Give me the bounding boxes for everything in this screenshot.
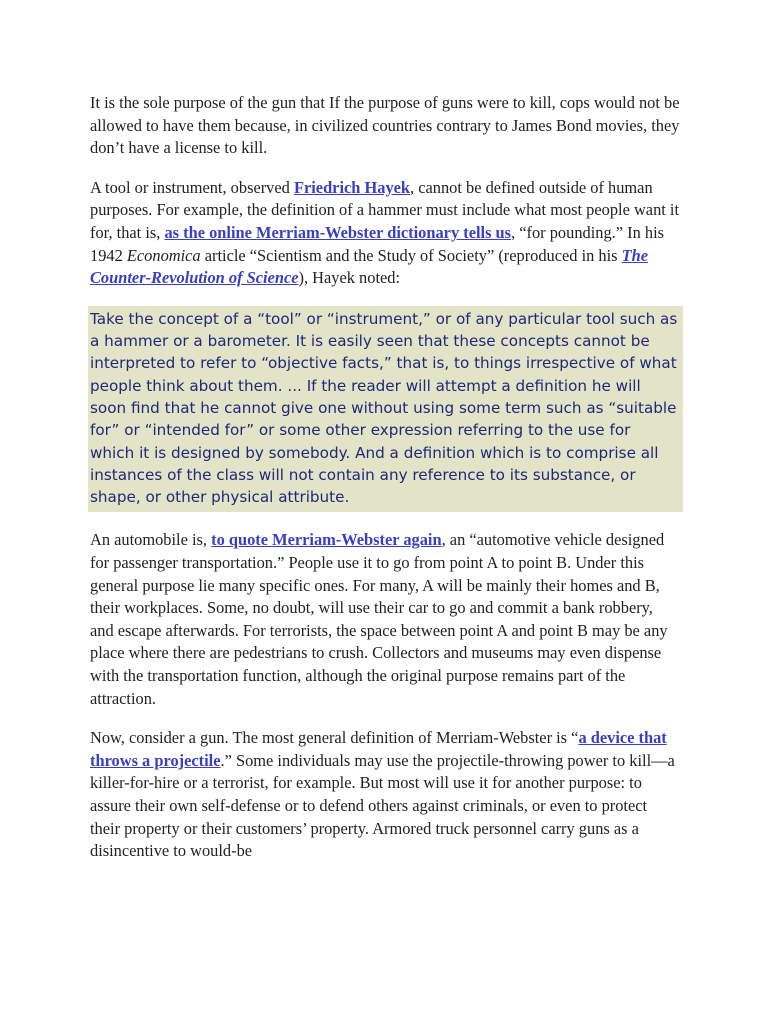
paragraph-text: article “Scientism and the Study of Society” (reproduced in his	[200, 245, 622, 265]
paragraph-hayek	[90, 177, 680, 290]
paragraph-text: , “for pounding.” In his 1942	[90, 222, 665, 265]
link-counter-revolution-of-science[interactable]: The Counter-Revolution of Science	[90, 245, 649, 288]
paragraph-text: A tool or instrument, observed	[90, 177, 294, 197]
paragraph-text: Now, consider a gun. The most general definition of Merriam-Webster is “	[90, 728, 579, 748]
paragraph-gun	[90, 727, 680, 863]
paragraph-text: ), Hayek noted:	[298, 268, 401, 288]
paragraph-text: , an “automotive vehicle designed for passenger transportation.” People use it to go from point A to point B. Under this general purpose lie many specific ones. For many, A will be mainly their homes and B, their workplaces. Some, no doubt, will use their car to go and commit a bank robbery, and escape afterwards. For terrorists, the space between point A and point B may be any place where there are pedestrians to crush. Collectors and museums may even dispense with the transportation function, although the original purpose remains part of the attraction.	[90, 530, 668, 708]
journal-title: Economica	[126, 245, 201, 265]
link-merriam-webster-hammer[interactable]: as the online Merriam-Webster dictionary tells us	[164, 222, 512, 242]
paragraph-text: .” Some individuals may use the projectile-throwing power to kill—a killer-for-hire or a terrorist, for example. But most will use it for another purpose: to assure their own self-defense or to defend others against criminals, or even to protect their property or their customers’ property. Armored truck personnel carry guns as a disincentive to would-be	[90, 750, 675, 861]
link-merriam-webster-gun[interactable]: a device that throws a projectile	[90, 728, 667, 770]
block-quote: Take the concept of a “tool” or “instrument,” or of any particular tool such as a hammer or a barometer. It is easily seen that these concepts cannot be interpreted to refer to “objective facts,” that is, to things irrespective of what people think about them. ... If the reader will attempt a definition he will soon find that he cannot give one without using some term such as “suitable for” or “intended for” or some other expression referring to the use for which it is designed by somebody. And a definition which is to comprise all instances of the class will not contain any reference to its substance, or shape, or other physical attribute.	[88, 306, 683, 513]
paragraph-intro: It is the sole purpose of the gun that If the purpose of guns were to kill, cops would not be allowed to have them because, in civilized countries contrary to James Bond movies, they don’t have a license to kill.	[90, 93, 680, 158]
paragraph-text: , cannot be defined outside of human purposes. For example, the definition of a hammer must include what most people want it for, that is,	[90, 177, 680, 242]
link-merriam-webster-automobile[interactable]: to quote Merriam-Webster again	[211, 530, 442, 550]
link-friedrich-hayek[interactable]: Friedrich Hayek	[293, 177, 411, 197]
article-body	[90, 92, 680, 880]
paragraph-text: An automobile is,	[90, 530, 212, 550]
paragraph-automobile	[90, 529, 680, 710]
